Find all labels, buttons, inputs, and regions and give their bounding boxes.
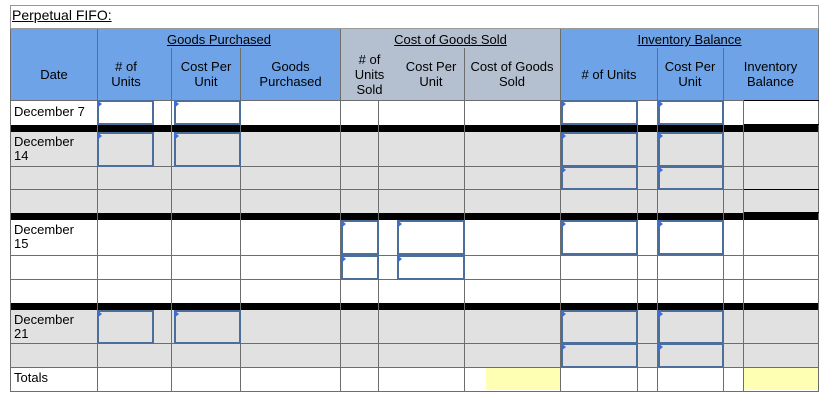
input-marker-icon <box>174 132 179 140</box>
dec21-units-input[interactable] <box>97 310 154 344</box>
input-marker-icon <box>658 166 663 174</box>
row-label-december-15: December 15 <box>14 222 74 251</box>
dec15-inventory-units-input[interactable] <box>561 220 638 255</box>
col-header-cost-per-unit-purchased: Cost Per Unit <box>180 59 232 89</box>
input-marker-icon <box>561 310 566 318</box>
col-header-units-sold: # of Units Sold <box>354 51 385 97</box>
page-title: Perpetual FIFO: <box>12 7 112 23</box>
row-label-totals: Totals <box>14 370 48 385</box>
dec7-inventory-balance-field[interactable] <box>744 100 819 125</box>
input-marker-icon <box>174 100 179 108</box>
dec15-units-sold-input-2[interactable] <box>341 255 379 280</box>
dec21-inventory-cost-per-unit-input-1[interactable] <box>658 310 724 344</box>
frame-left-border <box>10 5 11 29</box>
input-marker-icon <box>174 310 179 318</box>
dec15-cost-per-unit-sold-input-1[interactable] <box>397 220 465 255</box>
group-cost-of-goods-sold: Cost of Goods Sold <box>394 32 507 47</box>
dec15-inventory-cost-per-unit-input[interactable] <box>658 220 724 255</box>
input-marker-icon <box>341 255 346 263</box>
input-marker-icon <box>658 220 663 228</box>
col-line <box>340 29 341 392</box>
col-header-inventory-units: # of Units <box>581 66 637 82</box>
input-marker-icon <box>561 132 566 140</box>
col-header-cost-per-unit-inventory: Cost Per Unit <box>664 59 716 89</box>
input-marker-icon <box>561 166 566 174</box>
col-line <box>171 48 172 392</box>
col-header-date: Date <box>40 66 68 82</box>
col-header-inventory-balance: Inventory Balance <box>743 59 798 89</box>
dec14-cost-per-unit-input[interactable] <box>174 132 241 167</box>
input-marker-icon <box>658 132 663 140</box>
dec14-inventory-units-input-2[interactable] <box>561 166 638 190</box>
dec7-cost-per-unit-input[interactable] <box>174 100 241 125</box>
input-marker-icon <box>97 310 102 318</box>
input-marker-icon <box>658 310 663 318</box>
total-inventory-balance-field[interactable] <box>744 368 818 390</box>
col-header-units: # of Units <box>111 59 141 89</box>
separator-1 <box>11 125 818 132</box>
input-marker-icon <box>97 132 102 140</box>
dec14-units-input[interactable] <box>97 132 154 167</box>
dec15-units-sold-input-1[interactable] <box>341 220 379 255</box>
dec15-cost-per-unit-sold-input-2[interactable] <box>397 255 465 280</box>
input-marker-icon <box>561 100 566 108</box>
separator-2 <box>11 213 818 220</box>
dec7-inventory-units-input[interactable] <box>561 100 638 125</box>
input-marker-icon <box>561 220 566 228</box>
dec21-inventory-units-input-1[interactable] <box>561 310 638 344</box>
col-header-cost-of-goods-sold: Cost of Goods Sold <box>470 59 554 89</box>
dec7-inventory-cost-per-unit-input[interactable] <box>658 100 724 125</box>
col-header-cost-per-unit-sold: Cost Per Unit <box>405 59 457 89</box>
dec14-inventory-cost-per-unit-input-1[interactable] <box>658 132 724 167</box>
row-label-december-7: December 7 <box>14 104 85 119</box>
dec14-inventory-cost-per-unit-input-2[interactable] <box>658 166 724 190</box>
row-line <box>11 391 818 392</box>
frame-right-border <box>818 5 819 29</box>
input-marker-icon <box>658 343 663 351</box>
input-marker-icon <box>397 220 402 228</box>
input-marker-icon <box>341 220 346 228</box>
dec21-cost-per-unit-input[interactable] <box>174 310 241 344</box>
dec7-units-input[interactable] <box>97 100 154 125</box>
frame-top-border <box>10 5 818 6</box>
col-line <box>10 29 11 392</box>
row-label-december-21: December 21 <box>14 312 74 341</box>
separator-3 <box>11 303 818 310</box>
dec14-inventory-units-input-1[interactable] <box>561 132 638 167</box>
group-inventory-balance: Inventory Balance <box>637 32 742 47</box>
total-cost-of-goods-sold-field[interactable] <box>486 368 560 390</box>
col-line <box>743 100 744 392</box>
input-marker-icon <box>97 100 102 108</box>
group-goods-purchased: Goods Purchased <box>166 32 272 47</box>
row-label-december-14: December 14 <box>14 134 74 163</box>
col-header-goods-purchased: Goods Purchased <box>259 59 322 89</box>
input-marker-icon <box>658 100 663 108</box>
dec21-inventory-cost-per-unit-input-2[interactable] <box>658 343 724 368</box>
dec14-inventory-balance-field[interactable] <box>744 189 819 213</box>
input-marker-icon <box>397 255 402 263</box>
input-marker-icon <box>561 343 566 351</box>
dec21-inventory-units-input-2[interactable] <box>561 343 638 368</box>
